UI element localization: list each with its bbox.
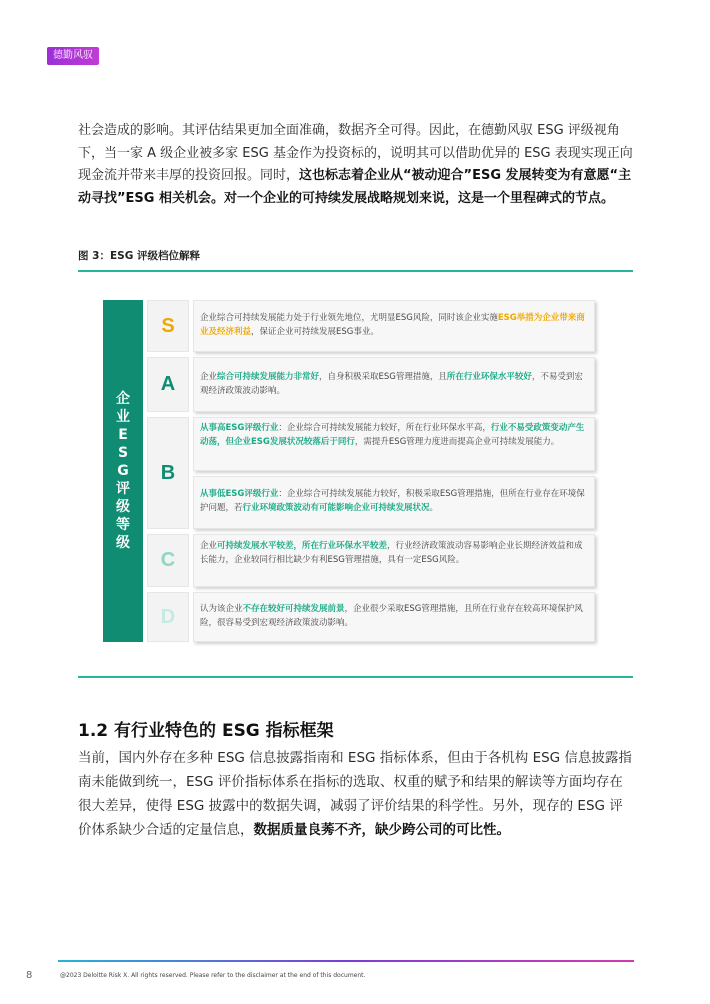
section-bold-text: 数据质量良莠不齐，缺少跨公司的可比性。 <box>253 822 510 838</box>
desc-d-text-2: ，企业很少采取ESG管理措施，且所在行业存在较高环境保护风险，很容易受到宏观经济政策波动影响。 <box>200 604 583 628</box>
desc-a-text-1: 企业 <box>200 372 218 382</box>
intro-paragraph <box>78 120 634 210</box>
section-paragraph <box>78 746 634 842</box>
grade-letter-b: B <box>147 417 189 529</box>
desc-b2-highlight-1: 从事低ESG评级行业 <box>200 489 279 499</box>
footer-copyright: @2023 Deloitte Risk X. All rights reserved. Please refer to the disclaimer at the end of this document. <box>60 972 366 979</box>
grade-description-a <box>193 357 595 412</box>
intro-text: 社会造成的影响。其评估结果更加全面准确，数据齐全可得。因此，在德勤风驭 ESG 评级视角下，当一家 A 级企业被多家 ESG 基金作为投资标的，说明其可以借助优异的 ESG 表现实现正向现金流并带来丰厚的投资回报。同时， <box>78 123 633 183</box>
desc-s-text-1: 企业综合可持续发展能力处于行业领先地位，尤明显ESG风险，同时该企业实施 <box>200 313 498 323</box>
grade-description-c <box>193 534 595 587</box>
grade-letter-c: C <box>147 534 189 587</box>
desc-c-text-1: 企业 <box>200 541 218 551</box>
desc-a-highlight-2: 所在行业环保水平较好 <box>446 372 532 382</box>
section-tag: 德勤风驭 <box>47 47 99 65</box>
figure-top-rule <box>78 270 633 272</box>
desc-a-text-3: ，不易受到宏观经济政策波动影响。 <box>200 372 583 396</box>
desc-d-text-1: 认为该企业 <box>200 604 243 614</box>
desc-b1-highlight-2: 行业不易受政策变动产生动荡，但企业ESG发展状况较落后于同行 <box>200 423 585 447</box>
intro-bold-text: 这也标志着企业从“被动迎合”ESG 发展转变为有意愿“主动寻找”ESG 相关机会。对一个企业的可持续发展战略规划来说，这是一个里程碑式的节点。 <box>78 168 632 206</box>
desc-b1-highlight-1: 从事高ESG评级行业 <box>200 423 279 433</box>
desc-s-highlight: ESG举措为企业带来商业及经济利益 <box>200 313 585 337</box>
grade-description-b-low <box>193 476 595 529</box>
desc-d-highlight: 不存在较好可持续发展前景 <box>242 604 345 614</box>
page-number: 8 <box>26 970 33 981</box>
desc-b2-text-1: ：企业综合可持续发展能力较好，积极采取ESG管理措施，但所在行业存在环境保护问题，若 <box>200 489 585 513</box>
grade-letter-a: A <box>147 357 189 412</box>
section-text: 当前，国内外存在多种 ESG 信息披露指南和 ESG 指标体系，但由于各机构 ESG 信息披露指南未能做到统一，ESG 评价指标体系在指标的选取、权重的赋予和结果的解读等方面均存在很大差异，使得 ESG 披露中的数据失调，减弱了评价结果的科学性。另外，现存的 ESG 评价体系缺少合适的定量信息， <box>78 750 632 838</box>
figure-title: 图 3：ESG 评级档位解释 <box>78 250 200 262</box>
figure-bottom-rule <box>78 676 633 678</box>
desc-a-highlight-1: 综合可持续发展能力非常好 <box>217 372 320 382</box>
grade-description-d <box>193 592 595 642</box>
section-heading: 1.2 有行业特色的 ESG 指标框架 <box>78 721 334 741</box>
grade-sidebar-label: 企业ESG评级等级 <box>116 391 130 551</box>
desc-b2-highlight-2: 行业环境政策波动有可能影响企业可持续发展状况 <box>242 502 430 513</box>
desc-b1-text-1: ：企业综合可持续发展能力较好，所在行业环保水平高， <box>278 423 491 433</box>
desc-b1-text-2: ，需提升ESG管理力度进而提高企业可持续发展能力。 <box>354 436 560 447</box>
grade-sidebar <box>103 300 143 642</box>
desc-a-text-2: ，自身积极采取ESG管理措施，且 <box>319 372 447 382</box>
desc-c-highlight: 可持续发展水平较差，所在行业环保水平较差 <box>217 541 388 551</box>
grade-description-s <box>193 300 595 352</box>
footer-gradient-rule <box>58 960 634 962</box>
grade-letter-s: S <box>147 300 189 352</box>
desc-s-text-2: ，保证企业可持续发展ESG事业。 <box>251 326 379 337</box>
desc-c-text-2: ，行业经济政策波动容易影响企业长期经济效益和成长能力，企业较同行相比缺少有利ESG管理措施，具有一定ESG风险。 <box>200 541 583 565</box>
grade-letter-d: D <box>147 592 189 642</box>
desc-b2-text-2: 。 <box>429 502 439 513</box>
grade-description-b-high <box>193 417 595 471</box>
